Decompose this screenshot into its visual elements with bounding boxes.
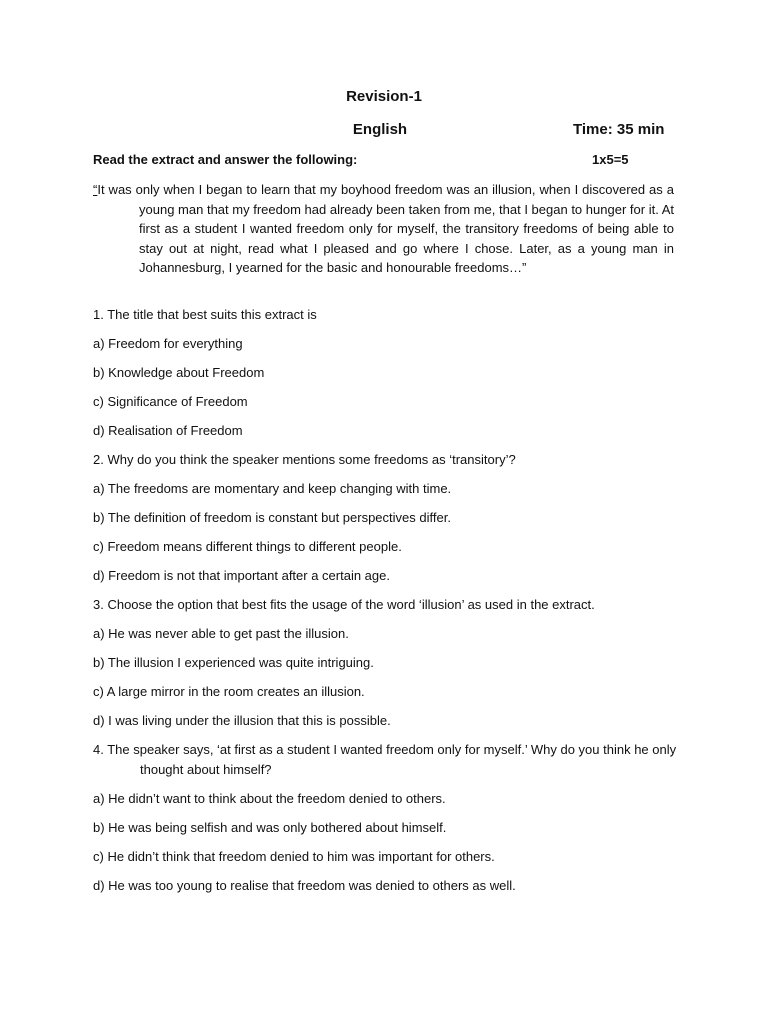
questions-list bbox=[93, 305, 678, 905]
question-1-option-a: a) Freedom for everything bbox=[93, 336, 243, 351]
question-1-option-d: d) Realisation of Freedom bbox=[93, 423, 243, 438]
instruction-text: Read the extract and answer the following: bbox=[93, 152, 358, 167]
extract-passage bbox=[93, 180, 674, 278]
question-1: 1. The title that best suits this extract is bbox=[93, 307, 317, 322]
question-block-2 bbox=[93, 450, 678, 585]
question-4-option-a: a) He didn’t want to think about the freedom denied to others. bbox=[93, 791, 446, 806]
question-block-4 bbox=[93, 740, 678, 895]
extract-open-quote: “ bbox=[93, 182, 98, 197]
question-4-option-d: d) He was too young to realise that freedom was denied to others as well. bbox=[93, 878, 516, 893]
question-1-option-c: c) Significance of Freedom bbox=[93, 394, 248, 409]
question-2-option-c: c) Freedom means different things to different people. bbox=[93, 539, 402, 554]
question-2-option-d: d) Freedom is not that important after a certain age. bbox=[93, 568, 390, 583]
question-2-option-b: b) The definition of freedom is constant but perspectives differ. bbox=[93, 510, 451, 525]
question-3-option-a: a) He was never able to get past the illusion. bbox=[93, 626, 349, 641]
question-block-3 bbox=[93, 595, 678, 730]
question-3-option-b: b) The illusion I experienced was quite intriguing. bbox=[93, 655, 374, 670]
question-2: 2. Why do you think the speaker mentions some freedoms as ‘transitory’? bbox=[93, 452, 516, 467]
question-4-option-c: c) He didn’t think that freedom denied to him was important for others. bbox=[93, 849, 495, 864]
question-3-option-d: d) I was living under the illusion that this is possible. bbox=[93, 713, 391, 728]
question-3: 3. Choose the option that best fits the usage of the word ‘illusion’ as used in the extract. bbox=[93, 597, 595, 612]
question-3-option-c: c) A large mirror in the room creates an illusion. bbox=[93, 684, 365, 699]
marks-label: 1x5=5 bbox=[592, 152, 629, 167]
document-title: Revision-1 bbox=[346, 88, 422, 105]
question-2-option-a: a) The freedoms are momentary and keep changing with time. bbox=[93, 481, 452, 496]
question-1-option-b: b) Knowledge about Freedom bbox=[93, 365, 265, 380]
question-4-option-b: b) He was being selfish and was only bothered about himself. bbox=[93, 820, 447, 835]
extract-text: It was only when I began to learn that my boyhood freedom was an illusion, when I discovered as a young man that my freedom had already been taken from me, that I began to hunger for it. At first as a student I wanted freedom only for myself, the transitory freedoms of being able to stay out at night, read what I pleased and go where I chose. Later, as a young man in Johannesburg, I yearned for the basic and honourable freedoms…” bbox=[97, 182, 674, 276]
question-block-1 bbox=[93, 305, 678, 440]
time-label: Time: 35 min bbox=[573, 121, 665, 138]
subject-label: English bbox=[352, 121, 408, 138]
question-4: 4. The speaker says, ‘at first as a student I wanted freedom only for myself.’ Why do you think he only thought about himself? bbox=[93, 742, 677, 777]
